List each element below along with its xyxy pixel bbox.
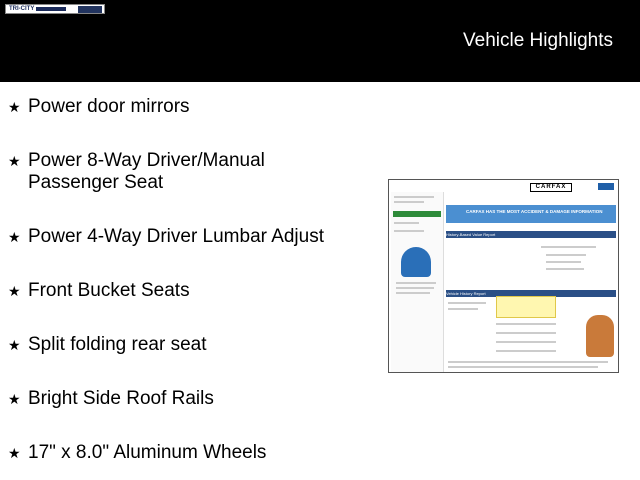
report-line <box>496 350 556 352</box>
logo-stripe <box>36 7 66 11</box>
sidebar-line <box>394 222 419 224</box>
sidebar-highlight <box>393 211 441 217</box>
report-line <box>496 332 556 334</box>
logo-text: TRI-CITY <box>9 6 35 12</box>
feature-item <box>8 226 368 248</box>
star-icon: ★ <box>8 337 21 353</box>
page-title: Vehicle Highlights <box>463 30 613 51</box>
value-line <box>546 268 584 270</box>
feature-item <box>8 334 368 356</box>
star-icon: ★ <box>8 391 21 407</box>
feature-label: Bright Side Roof Rails <box>28 388 214 409</box>
carfax-main <box>446 180 618 372</box>
carfax-fox-icon <box>586 315 614 357</box>
report-line <box>448 302 486 304</box>
carfax-banner <box>446 205 616 223</box>
highlight-box <box>496 296 556 318</box>
feature-label: 17" x 8.0" Aluminum Wheels <box>28 442 267 463</box>
star-icon: ★ <box>8 445 21 461</box>
star-icon: ★ <box>8 229 21 245</box>
feature-label: Split folding rear seat <box>28 334 207 355</box>
history-value-bar: History-Based Value Report <box>446 231 616 238</box>
feature-label: Power 8-Way Driver/Manual Passenger Seat <box>28 150 265 193</box>
header-bar <box>0 0 640 82</box>
report-line <box>496 323 556 325</box>
report-line <box>448 366 598 368</box>
feature-item <box>8 280 368 302</box>
feature-item <box>8 96 368 118</box>
carfax-badge-icon <box>401 247 431 277</box>
star-icon: ★ <box>8 99 21 115</box>
star-icon: ★ <box>8 153 21 169</box>
sidebar-line <box>394 196 434 198</box>
feature-label: Front Bucket Seats <box>28 280 190 301</box>
report-line <box>448 361 608 363</box>
sidebar-line <box>394 201 424 203</box>
banner-text: CARFAX HAS THE MOST ACCIDENT & DAMAGE INFORMATION <box>466 209 603 214</box>
feature-item <box>8 388 368 410</box>
sidebar-line <box>394 230 424 232</box>
feature-label: Power door mirrors <box>28 96 190 117</box>
logo-phone-box <box>78 6 102 13</box>
sidebar-line <box>396 287 434 289</box>
carfax-logo: CARFAX <box>530 183 572 192</box>
sidebar-line <box>396 282 436 284</box>
value-line <box>546 261 581 263</box>
report-line <box>448 308 478 310</box>
print-button[interactable] <box>598 183 614 190</box>
carfax-sidebar <box>391 192 444 372</box>
feature-item <box>8 442 368 464</box>
sidebar-line <box>396 292 430 294</box>
feature-item <box>8 150 368 194</box>
dealer-logo <box>5 4 105 14</box>
star-icon: ★ <box>8 283 21 299</box>
carfax-report-image[interactable] <box>388 179 619 373</box>
report-line <box>496 341 556 343</box>
value-line <box>541 246 596 248</box>
feature-label: Power 4-Way Driver Lumbar Adjust <box>28 226 325 247</box>
vehicle-history-bar: Vehicle History Report <box>446 290 616 297</box>
value-line <box>546 254 586 256</box>
